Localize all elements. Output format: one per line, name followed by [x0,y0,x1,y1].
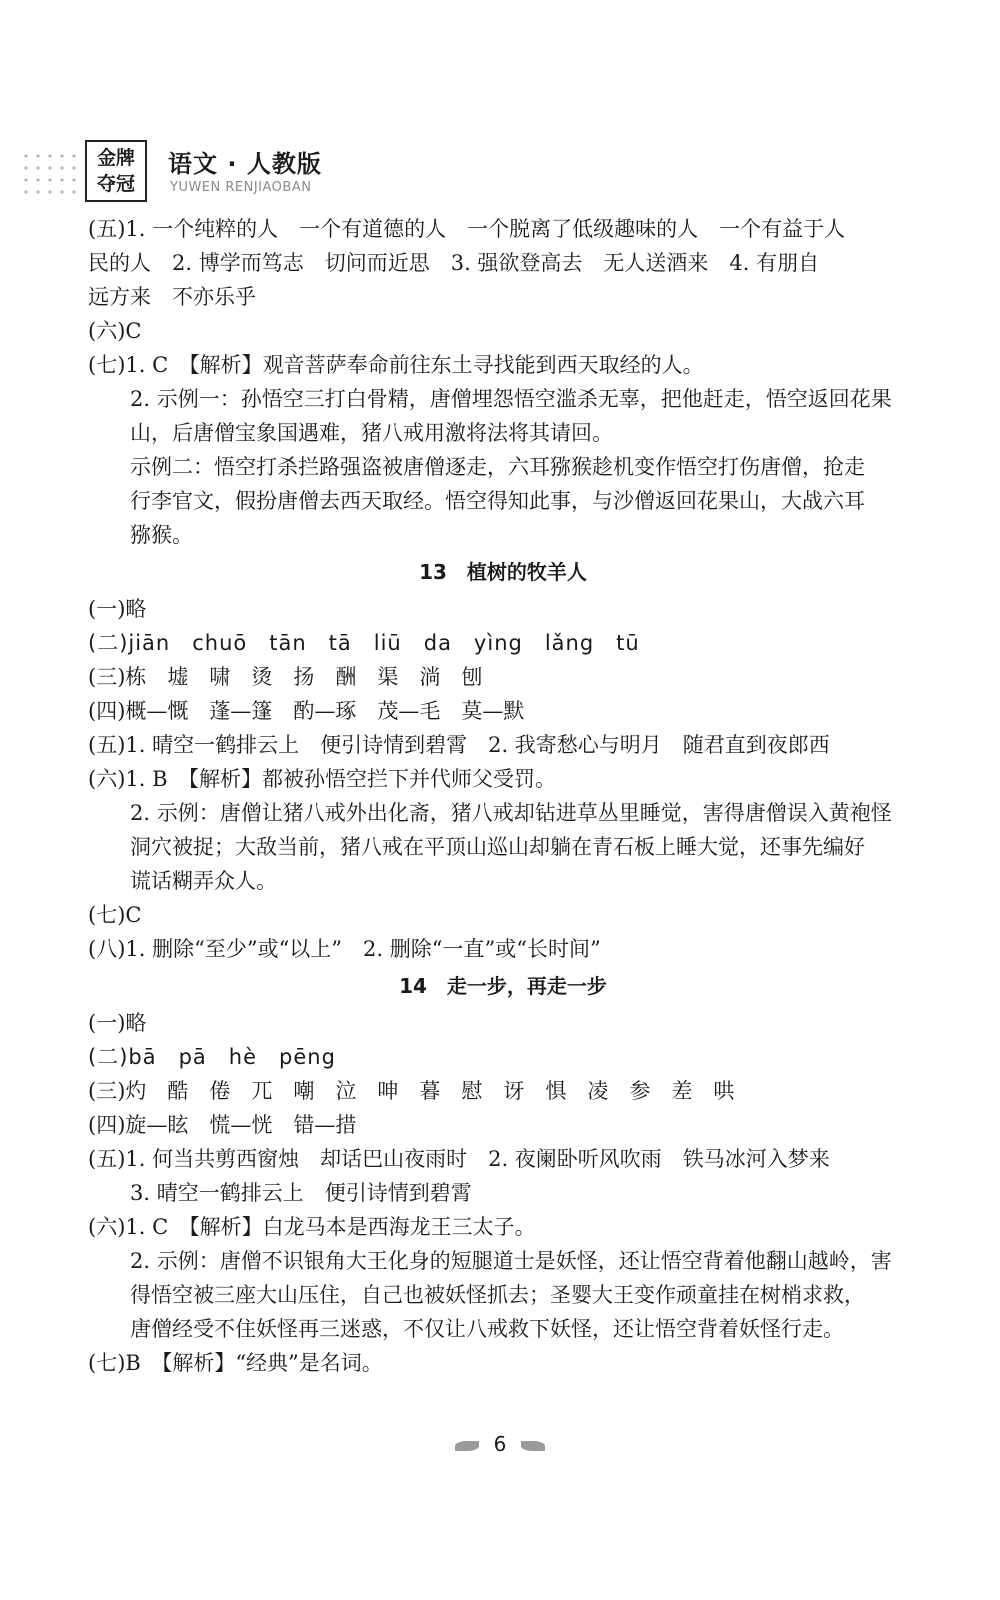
answer-line: 2. 示例：唐僧不识银角大王化身的短腿道士是妖怪，还让悟空背着他翻山越岭，害 [130,1249,892,1273]
answer-line: 猕猴。 [130,523,193,547]
page-header [20,140,420,206]
logo-line-2: 夺冠 [96,173,135,195]
answer-line: (一)略 [88,597,147,621]
answer-line: 3. 晴空一鹤排云上 便引诗情到碧霄 [130,1181,472,1205]
answer-line: 得悟空被三座大山压住，自己也被妖怪抓去；圣婴大王变作顽童挂在树梢求救， [130,1283,865,1307]
leaf-left-icon [455,1441,479,1451]
answer-content [88,212,918,1380]
section-title: 13 植树的牧羊人 [419,560,587,584]
answer-line: 2. 示例：唐僧让猪八戒外出化斋，猪八戒却钻进草丛里睡觉，害得唐僧误入黄袍怪 [130,801,892,825]
answer-line: 山，后唐僧宝象国遇难，猪八戒用激将法将其请回。 [130,421,613,445]
logo-line-1: 金牌 [96,147,135,169]
answer-line: 远方来 不亦乐乎 [88,285,256,309]
subject-pinyin: YUWEN RENJIAOBAN [170,180,312,195]
answer-line: (三)灼 酷 倦 兀 嘲 泣 呻 暮 慰 讶 惧 凌 参 差 哄 [88,1079,735,1103]
answer-line: 洞穴被捉；大敌当前，猪八戒在平顶山巡山却躺在青石板上睡大觉，还事先编好 [130,835,865,859]
answer-line: (五)1. 一个纯粹的人 一个有道德的人 一个脱离了低级趣味的人 一个有益于人 [88,217,846,241]
answer-line: (六)1. C 【解析】白龙马本是西海龙王三太子。 [88,1215,536,1239]
leaf-right-icon [521,1441,545,1451]
section-title: 14 走一步，再走一步 [399,974,607,998]
answer-line: (七)B 【解析】“经典”是名词。 [88,1351,383,1375]
brand-logo [85,140,147,202]
answer-line: 民的人 2. 博学而笃志 切问而近思 3. 强欲登高去 无人送酒来 4. 有朋自 [88,251,820,275]
answer-line: (五)1. 晴空一鹤排云上 便引诗情到碧霄 2. 我寄愁心与明月 随君直到夜郎西 [88,733,830,757]
answer-line: (四)旋—眩 慌—恍 错—措 [88,1113,357,1137]
answer-line: (八)1. 删除“至少”或“以上” 2. 删除“一直”或“长时间” [88,937,601,961]
decorative-dots [20,150,82,194]
answer-line: (六)1. B 【解析】都被孙悟空拦下并代师父受罚。 [88,767,557,791]
answer-line: (三)栋 墟 啸 烫 扬 酬 渠 淌 刨 [88,665,483,689]
answer-line: (一)略 [88,1011,147,1035]
page-footer [0,1432,1000,1456]
answer-line: (四)概—慨 蓬—篷 酌—琢 茂—毛 莫—默 [88,699,525,723]
page-number: 6 [493,1432,507,1456]
answer-line: (七)C [88,903,142,927]
answer-line: (五)1. 何当共剪西窗烛 却话巴山夜雨时 2. 夜阑卧听风吹雨 铁马冰河入梦来 [88,1147,830,1171]
answer-line: (二)jiān chuō tān tā liū da yìng lǎng tū [88,631,640,655]
answer-line: 2. 示例一：孙悟空三打白骨精，唐僧埋怨悟空滥杀无辜，把他赶走，悟空返回花果 [130,387,892,411]
answer-line: 唐僧经受不住妖怪再三迷惑，不仅让八戒救下妖怪，还让悟空背着妖怪行走。 [130,1317,844,1341]
answer-line: 谎话糊弄众人。 [130,869,277,893]
answer-line: 示例二：悟空打杀拦路强盗被唐僧逐走，六耳猕猴趁机变作悟空打伤唐僧，抢走 [130,455,865,479]
subject-title: 语文 · 人教版 [168,150,322,178]
answer-line: 行李官文，假扮唐僧去西天取经。悟空得知此事，与沙僧返回花果山，大战六耳 [130,489,865,513]
answer-line: (七)1. C 【解析】观音菩萨奉命前往东土寻找能到西天取经的人。 [88,353,704,377]
answer-line: (二)bā pā hè pēng [88,1045,336,1069]
answer-line: (六)C [88,319,142,343]
